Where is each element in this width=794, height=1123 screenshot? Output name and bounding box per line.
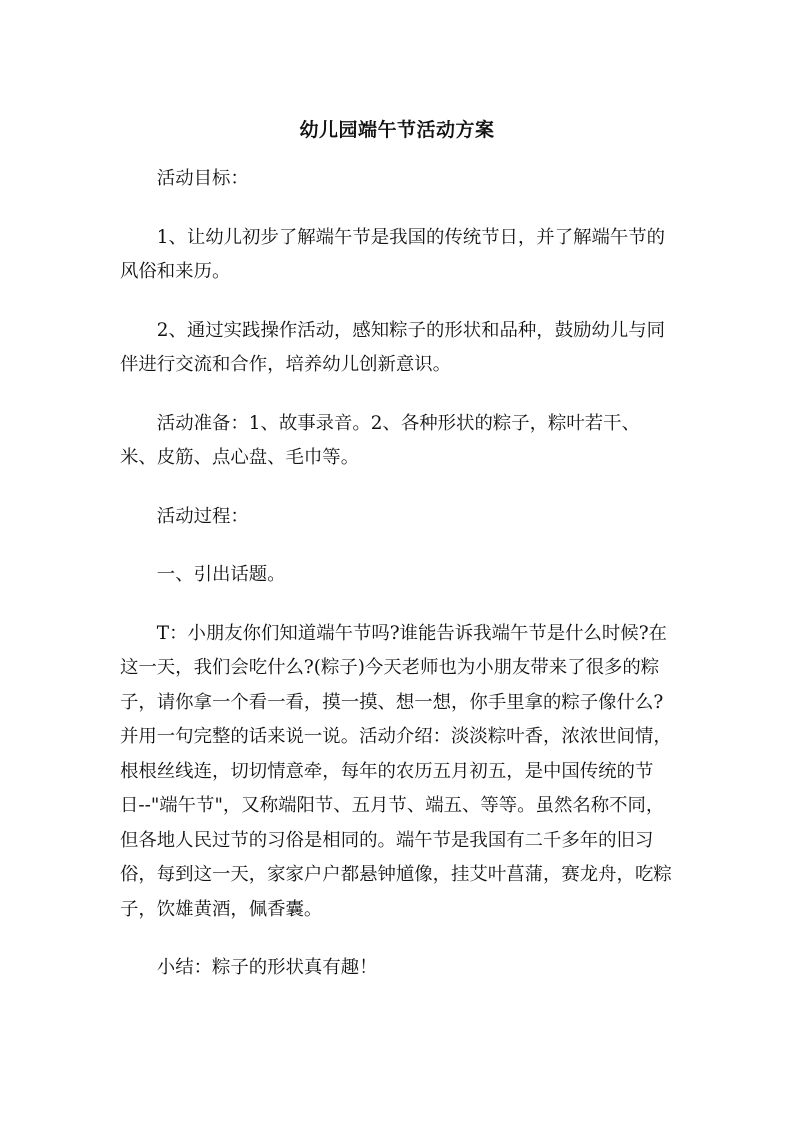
section-heading-process: 活动过程：	[156, 505, 249, 527]
summary-paragraph: 小结：粽子的形状真有趣！	[156, 957, 378, 978]
process-step-heading: 一、引出话题。	[156, 564, 286, 585]
document-body	[120, 162, 674, 1010]
dialogue-paragraph: T：小朋友你们知道端午节吗?谁能告诉我端午节是什么时候?在这一天，我们会吃什么?(粽子)今天老师也为小朋友带来了很多的粽子，请你拿一个看一看，摸一摸、想一想，你手里拿的粽子像什么?并用一句完整的话来说一说。活动介绍：淡淡粽叶香，浓浓世间情，根根丝线连，切切情意牵，每年的农历五月初五，是中国传统的节日--"端午节"，又称端阳节、五月节、端五、等等。虽然名称不同，但各地人民过节的习俗是相同的。端午节是我国有二千多年的旧习俗，每到这一天，家家户户都悬钟馗像，挂艾叶菖蒲，赛龙舟，吃粽子，饮雄黄酒，佩香囊。	[120, 622, 672, 920]
goal-item-2: 2、通过实践操作活动，感知粽子的形状和品种，鼓励幼儿与同伴进行交流和合作，培养幼儿创新意识。	[120, 319, 666, 375]
document-title: 幼儿园端午节活动方案	[299, 119, 495, 141]
preparation-paragraph: 活动准备：1、故事录音。2、各种形状的粽子，粽叶若干、米、皮筋、点心盘、毛巾等。	[120, 412, 640, 468]
goal-item-1: 1、让幼儿初步了解端午节是我国的传统节日，并了解端午节的风俗和来历。	[120, 226, 666, 282]
section-heading-goals: 活动目标：	[156, 168, 249, 189]
